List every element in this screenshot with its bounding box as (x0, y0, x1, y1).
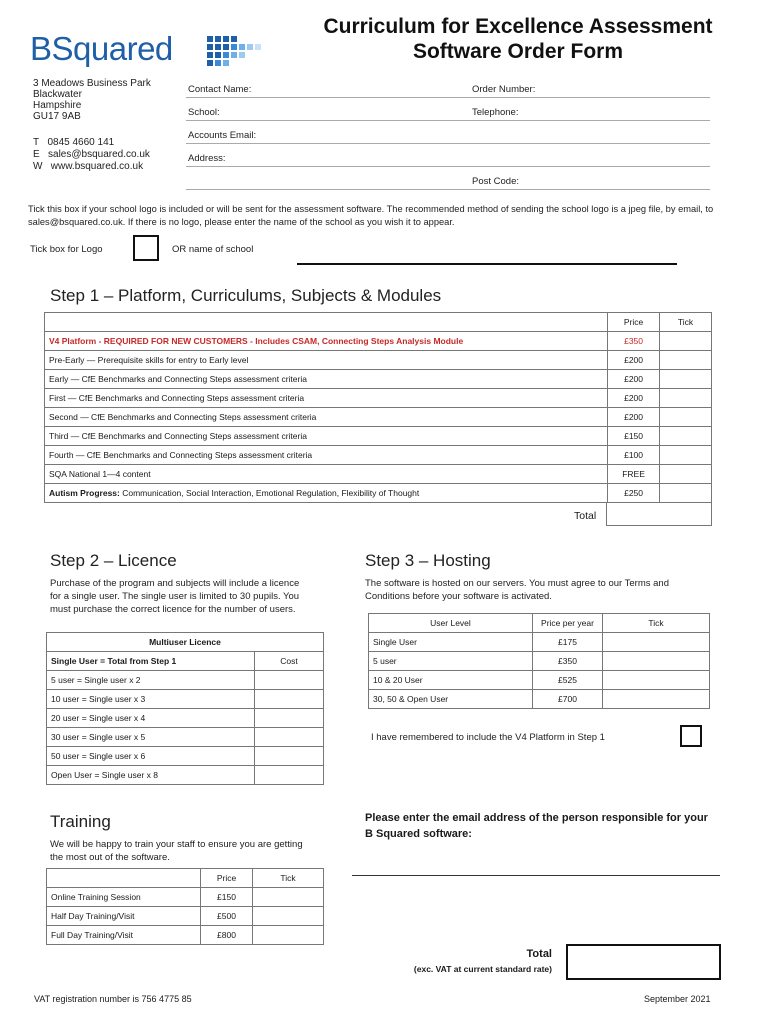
autism-label-bold: Autism Progress: (49, 488, 120, 498)
licence-cost-cell[interactable] (255, 671, 324, 690)
training-col-tick: Tick (253, 869, 324, 888)
step1-row-price: £200 (608, 370, 660, 389)
table-row (369, 652, 710, 671)
table-row (369, 633, 710, 652)
step1-row-price: £200 (608, 351, 660, 370)
address-line: Hampshire (33, 100, 82, 111)
telephone-label: Telephone: (472, 107, 519, 118)
step1-header-blank (45, 313, 608, 332)
licence-row-label: 50 user = Single user x 6 (47, 747, 255, 766)
grand-total-box[interactable] (566, 944, 721, 980)
licence-cost-cell[interactable] (255, 709, 324, 728)
phone-prefix: T (33, 137, 40, 148)
table-row (47, 747, 324, 766)
logo-tick-label: Tick box for Logo (30, 244, 103, 255)
table-row (45, 332, 712, 351)
step1-tick-cell[interactable] (660, 427, 712, 446)
hosting-price: £350 (533, 652, 603, 671)
email-prefix: E (33, 149, 40, 160)
school-name-line[interactable] (297, 263, 677, 265)
step1-row-label: Pre-Early — Prerequisite skills for entry to Early level (45, 351, 608, 370)
step1-row-label (45, 484, 608, 503)
step1-row-label: V4 Platform - REQUIRED FOR NEW CUSTOMERS - Includes CSAM, Connecting Steps Analysis Module (45, 332, 608, 351)
table-row (47, 671, 324, 690)
logo-text: BSquared (30, 30, 173, 67)
licence-row-label: Open User = Single user x 8 (47, 766, 255, 785)
table-row (45, 465, 712, 484)
v4-reminder-checkbox[interactable] (680, 725, 702, 747)
hosting-level: 30, 50 & Open User (369, 690, 533, 709)
training-tick-cell[interactable] (253, 926, 324, 945)
grand-total-note: (exc. VAT at current standard rate) (413, 964, 552, 974)
step1-col-price: Price (608, 313, 660, 332)
order-number-label: Order Number: (472, 84, 536, 95)
logo-note: Tick this box if your school logo is included or will be sent for the assessment software. The recommended method of sending the school logo is a jpeg file, by email, to sales@bsquared.co.uk. If there is no logo, please enter the name of the school as you wish it to appear. (28, 204, 714, 227)
step1-tick-cell[interactable] (660, 370, 712, 389)
grand-total-label: Total (526, 948, 552, 960)
company-address (33, 78, 151, 122)
step2-text: Purchase of the program and subjects will include a licence for a single user. The single user is limited to 30 pupils. You must purchase the correct licence for the number of users. (50, 578, 300, 615)
table-row (45, 446, 712, 465)
hosting-tick-cell[interactable] (603, 690, 710, 709)
address-label: Address: (188, 153, 226, 164)
accounts-email-label: Accounts Email: (188, 130, 257, 141)
step1-col-tick: Tick (660, 313, 712, 332)
step3-heading: Step 3 – Hosting (365, 551, 491, 570)
contact-row-line[interactable] (186, 97, 710, 98)
step1-total-label: Total (574, 510, 597, 522)
training-price: £500 (201, 907, 253, 926)
company-email: sales@bsquared.co.uk (48, 149, 150, 160)
table-row (47, 709, 324, 728)
logo-squares-icon (207, 36, 269, 66)
step1-tick-cell[interactable] (660, 332, 712, 351)
post-code-line[interactable] (186, 189, 710, 190)
post-code-label: Post Code: (472, 176, 519, 187)
training-heading: Training (50, 812, 111, 831)
table-row (47, 907, 324, 926)
step1-row-price: £200 (608, 408, 660, 427)
table-row (47, 888, 324, 907)
step1-tick-cell[interactable] (660, 484, 712, 503)
step1-tick-cell[interactable] (660, 408, 712, 427)
licence-header-cost: Cost (255, 652, 324, 671)
step1-row-label: Second — CfE Benchmarks and Connecting Steps assessment criteria (45, 408, 608, 427)
accounts-email-line[interactable] (186, 143, 710, 144)
step2-heading: Step 2 – Licence (50, 551, 177, 570)
hosting-col-level: User Level (369, 614, 533, 633)
hosting-price: £525 (533, 671, 603, 690)
licence-header-left: Single User = Total from Step 1 (47, 652, 255, 671)
address-line: 3 Meadows Business Park (33, 78, 151, 89)
footer-date: September 2021 (644, 994, 711, 1004)
logo-tick-box[interactable] (133, 235, 159, 261)
training-tick-cell[interactable] (253, 907, 324, 926)
step1-row-label: First — CfE Benchmarks and Connecting Steps assessment criteria (45, 389, 608, 408)
table-row (369, 671, 710, 690)
step1-tick-cell[interactable] (660, 389, 712, 408)
licence-row-label: 10 user = Single user x 3 (47, 690, 255, 709)
hosting-tick-cell[interactable] (603, 633, 710, 652)
step1-total-box[interactable] (606, 502, 712, 526)
step1-row-price: £200 (608, 389, 660, 408)
address-line: GU17 9AB (33, 111, 81, 122)
licence-cost-cell[interactable] (255, 747, 324, 766)
table-row (45, 389, 712, 408)
hosting-col-price: Price per year (533, 614, 603, 633)
training-text: We will be happy to train your staff to ensure you are getting the most out of the software. (50, 839, 303, 863)
company-contacts (33, 137, 150, 173)
table-row (47, 728, 324, 747)
training-label: Full Day Training/Visit (47, 926, 201, 945)
hosting-level: 10 & 20 User (369, 671, 533, 690)
hosting-level: 5 user (369, 652, 533, 671)
web-prefix: W (33, 161, 43, 172)
licence-table (46, 632, 324, 785)
training-header-blank (47, 869, 201, 888)
step1-tick-cell[interactable] (660, 351, 712, 370)
training-label: Half Day Training/Visit (47, 907, 201, 926)
step1-row-price: £100 (608, 446, 660, 465)
licence-row-label: 5 user = Single user x 2 (47, 671, 255, 690)
school-name-label: OR name of school (172, 244, 254, 255)
training-col-price: Price (201, 869, 253, 888)
training-price: £800 (201, 926, 253, 945)
step1-tick-cell[interactable] (660, 465, 712, 484)
training-table (46, 868, 324, 945)
v4-reminder-label: I have remembered to include the V4 Platform in Step 1 (371, 732, 605, 743)
title-line-1: Curriculum for Excellence Assessment (323, 15, 713, 38)
address-line: Blackwater (33, 89, 82, 100)
training-price: £150 (201, 888, 253, 907)
table-row (45, 408, 712, 427)
company-web: www.bsquared.co.uk (50, 161, 144, 172)
school-label: School: (188, 107, 220, 118)
table-row (45, 427, 712, 446)
hosting-price: £700 (533, 690, 603, 709)
table-row (47, 766, 324, 785)
licence-table-title: Multiuser Licence (47, 633, 324, 652)
step1-row-price: £350 (608, 332, 660, 351)
autism-label-text: Communication, Social Interaction, Emotional Regulation, Flexibility of Thought (119, 488, 420, 498)
step3-text: The software is hosted on our servers. You must agree to our Terms and Conditions before your software is activated. (365, 578, 669, 602)
contact-name-label: Contact Name: (188, 84, 252, 95)
responsible-email-line[interactable] (352, 875, 720, 876)
hosting-tick-cell[interactable] (603, 671, 710, 690)
table-row (369, 690, 710, 709)
address-line-field[interactable] (186, 166, 710, 167)
hosting-level: Single User (369, 633, 533, 652)
page-title (283, 14, 753, 64)
step1-row-label: Third — CfE Benchmarks and Connecting Steps assessment criteria (45, 427, 608, 446)
hosting-price: £175 (533, 633, 603, 652)
hosting-table (368, 613, 710, 709)
step1-row-price: £250 (608, 484, 660, 503)
school-row-line[interactable] (186, 120, 710, 121)
licence-cost-cell[interactable] (255, 766, 324, 785)
training-label: Online Training Session (47, 888, 201, 907)
table-row (45, 484, 712, 503)
step1-row-label: Fourth — CfE Benchmarks and Connecting Steps assessment criteria (45, 446, 608, 465)
title-line-2: Software Order Form (412, 40, 624, 63)
table-row (45, 351, 712, 370)
hosting-col-tick: Tick (603, 614, 710, 633)
vat-number: VAT registration number is 756 4775 85 (34, 994, 192, 1004)
step1-row-label: Early — CfE Benchmarks and Connecting Steps assessment criteria (45, 370, 608, 389)
table-row (47, 926, 324, 945)
table-row (45, 370, 712, 389)
hosting-tick-cell[interactable] (603, 652, 710, 671)
licence-row-label: 20 user = Single user x 4 (47, 709, 255, 728)
step1-heading: Step 1 – Platform, Curriculums, Subjects & Modules (50, 286, 442, 305)
training-tick-cell[interactable] (253, 888, 324, 907)
licence-cost-cell[interactable] (255, 690, 324, 709)
step1-row-price: FREE (608, 465, 660, 484)
responsible-label: Please enter the email address of the person responsible for your B Squared software: (365, 812, 708, 840)
step1-table (44, 312, 712, 503)
step1-row-price: £150 (608, 427, 660, 446)
table-row (47, 690, 324, 709)
licence-row-label: 30 user = Single user x 5 (47, 728, 255, 747)
step1-row-label: SQA National 1—4 content (45, 465, 608, 484)
licence-cost-cell[interactable] (255, 728, 324, 747)
company-phone: 0845 4660 141 (47, 137, 115, 148)
step1-tick-cell[interactable] (660, 446, 712, 465)
